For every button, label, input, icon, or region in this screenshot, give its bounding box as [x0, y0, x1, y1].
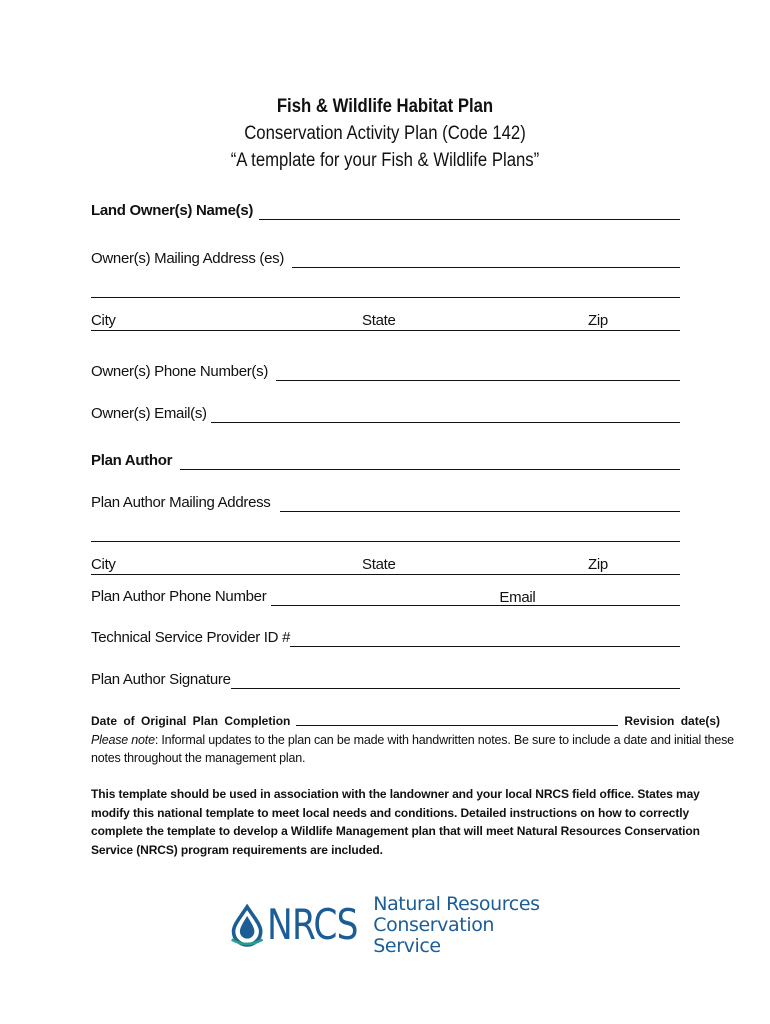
plan-author-mailing-address-label: Plan Author Mailing Address — [91, 494, 271, 511]
owner-mailing-address-row — [91, 246, 680, 268]
dates-row — [91, 713, 731, 728]
land-owner-names-label: Land Owner(s) Name(s) — [91, 202, 254, 219]
plan-author-row — [91, 448, 680, 470]
date-original-label: Date of Original Plan Completion — [91, 714, 291, 728]
owner-phone-row — [91, 359, 680, 381]
owner-city-label: City — [91, 312, 116, 329]
author-city-state-zip-row[interactable] — [91, 554, 680, 575]
owner-state-label: State — [362, 312, 396, 329]
owner-email-label: Owner(s) Email(s) — [91, 405, 207, 422]
plan-author-mailing-address-field[interactable] — [280, 493, 680, 512]
author-state-label: State — [362, 556, 396, 573]
nrcs-logo — [229, 892, 549, 957]
page-tagline: “A template for your Fish & Wildlife Plans” — [230, 150, 540, 171]
land-owner-names-row — [91, 198, 680, 220]
plan-author-signature-field[interactable] — [231, 670, 680, 689]
owner-phone-field[interactable] — [276, 362, 680, 381]
tsp-id-label: Technical Service Provider ID # — [91, 629, 291, 646]
instructions-paragraph: This template should be used in association with the landowner and your local NRCS field office. States may modify this national template to meet local needs and conditions. Detailed instructions on how to correctly complete the template to develop a Wildlife Management plan that will meet Natural Resources Conservation Service (NRCS) program requirements are included. — [91, 787, 700, 857]
plan-author-mailing-address-line2[interactable] — [91, 541, 680, 542]
author-city-label: City — [91, 556, 116, 573]
owner-mailing-address-field[interactable] — [292, 249, 680, 268]
owner-phone-label: Owner(s) Phone Number(s) — [91, 363, 269, 380]
owner-email-row — [91, 401, 680, 423]
tsp-id-field[interactable] — [290, 628, 680, 647]
water-drop-icon — [229, 901, 265, 949]
nrcs-name-line1: Natural Resources — [373, 892, 540, 915]
plan-author-phone-field[interactable] — [271, 587, 680, 606]
page-title: Fish & Wildlife Habitat Plan — [276, 96, 494, 117]
plan-author-signature-row — [91, 667, 680, 689]
owner-zip-label: Zip — [588, 312, 608, 329]
nrcs-acronym: NRCS — [267, 900, 358, 949]
nrcs-name — [373, 894, 549, 957]
please-note-prefix: Please note — [91, 733, 155, 747]
plan-author-label: Plan Author — [91, 452, 173, 469]
revision-dates-label: Revision date(s) — [624, 714, 721, 728]
owner-mailing-address-line2[interactable] — [91, 297, 680, 298]
please-note-text: : Informal updates to the plan can be made with handwritten notes. Be sure to include a date and initial these notes throughout the management plan. — [91, 733, 734, 765]
plan-author-mailing-address-row — [91, 490, 680, 512]
author-zip-label: Zip — [588, 556, 608, 573]
nrcs-name-line2: Conservation Service — [373, 913, 495, 957]
author-email-label: Email — [499, 589, 536, 606]
plan-author-field[interactable] — [180, 451, 680, 470]
owner-email-field[interactable] — [211, 404, 680, 423]
plan-author-phone-row — [91, 584, 680, 606]
page-subtitle: Conservation Activity Plan (Code 142) — [244, 123, 526, 144]
owner-mailing-address-label: Owner(s) Mailing Address (es) — [91, 250, 285, 267]
owner-city-state-zip-row[interactable] — [91, 310, 680, 331]
land-owner-names-field[interactable] — [259, 201, 680, 220]
please-note — [91, 731, 736, 767]
plan-author-phone-label: Plan Author Phone Number — [91, 588, 267, 605]
date-original-field[interactable] — [296, 713, 618, 726]
plan-author-signature-label: Plan Author Signature — [91, 671, 231, 688]
tsp-id-row — [91, 625, 680, 647]
